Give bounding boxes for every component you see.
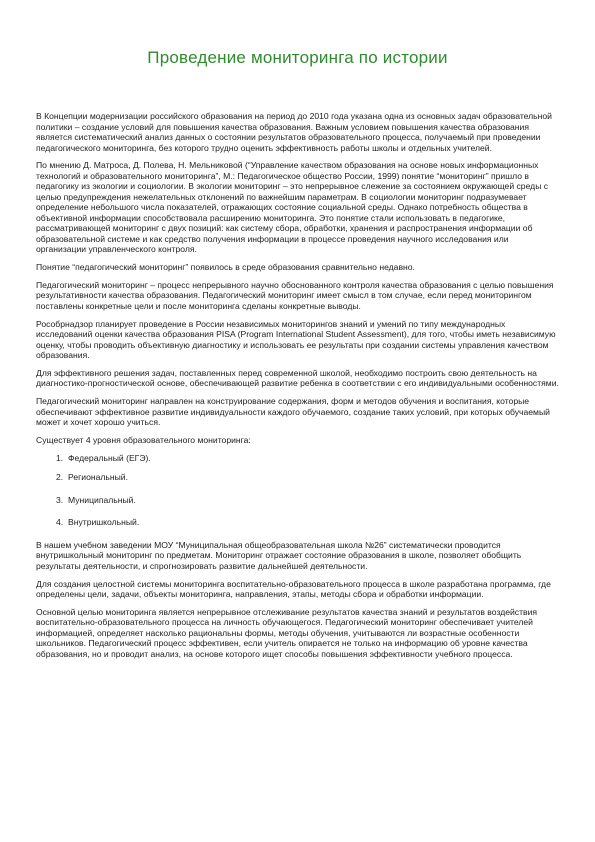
paragraph: Основной целью мониторинга является непрерывное отслеживание результатов качества знаний и результатов воздействия воспитательно-образовательного процесса на личность обучающегося. Педагогический мониторинг обеспечивает учителей информацией, определяет насколько рациональны формы, методы обучения, учитываются ли возрастные особенности школьников. Педагогический процесс эффективен, если учитель опирается не только на информацию об уровне качества образования, но и проводит анализ, на основе которого ищет способы повышения эффективности учебного процесса.	[36, 606, 538, 659]
list-item-text: Внутришкольный.	[68, 517, 140, 528]
document-body	[36, 111, 559, 667]
list-item-text: Региональный.	[68, 472, 128, 483]
page-title: Проведение мониторинга по истории	[147, 48, 448, 67]
list-item	[56, 517, 559, 528]
list-item-text: Муниципальный.	[68, 494, 136, 505]
paragraph: Понятие “педагогический мониторинг” появилось в среде образования сравнительно недавно.	[36, 262, 415, 273]
list-item	[56, 453, 559, 464]
paragraph: Педагогический мониторинг направлен на конструирование содержания, форм и методов обучения и воспитания, которые обеспечивают эффективное развитие индивидуальности каждого обучаемого, создание таких условий, при которых обучаемый может и хочет хорошо учиться.	[36, 396, 550, 428]
paragraph: В нашем учебном заведении МОУ “Муниципальная общеобразовательная школа №26” систематически проводится внутришкольный мониторинг по предметам. Мониторинг отражает состояние образования в школе, позволяет обобщить результаты деятельности, и спрогнозировать развитие дальнейшей деятельности.	[36, 539, 522, 571]
paragraph: Рособрнадзор планирует проведение в России независимых мониторингов знаний и умений по типу международных исследований оценки качества образования PISA (Program International Student Assessment), для того, чтобы иметь независимую оценку, чтобы проводить объективную диагностику и использовать ее результаты при создании системы управления качеством образования.	[36, 318, 556, 361]
list-intro: Существует 4 уровня образовательного мониторинга:	[36, 435, 251, 446]
list-item-text: Федеральный (ЕГЭ).	[68, 452, 151, 463]
list-item-number: 3.	[56, 494, 64, 505]
list-item-number: 1.	[56, 452, 64, 463]
paragraph: По мнению Д. Матроса, Д. Полева, Н. Мельниковой (“Управление качеством образования на основе новых информационных технологий и образовательного мониторинга”, М.: Педагогическое общество России, 1999) понятие “мониторинг” пришло в педагогику из экологии и социологии. В экологии мониторинг – это непрерывное слежение за состоянием окружающей среды с целью предупреждения нежелательных отклонений по важнейшим параметрам. В социологии мониторинг подразумевает определение небольшого числа показателей, отражающих состояние социальной среды. Однако потребность общества в объективной информации способствовала расширению мониторинга. Это понятие стали использовать в педагогике, рассматривающей мониторинг с двух позиций: как систему сбора, обработки, хранения и распространения информации об образовательной системе и как средство получения информации в процессе проведения научного исследования или организации управленческого контроля.	[36, 160, 549, 255]
paragraph: Для эффективного решения задач, поставленных перед современной школой, необходимо построить свою деятельность на диагностико-прогностической основе, обеспечивающей развитие ребенка в соответствии с его индивидуальными особенностями.	[36, 367, 559, 389]
paragraph: Педагогический мониторинг – процесс непрерывного научно обоснованного контроля качества образования с целью повышения результативности качества образования. Педагогический мониторинг имеет смысл в том случае, если перед мониторингом поставлены конкретные цели и после мониторинга сделаны конкретные выводы.	[36, 279, 554, 311]
list-item	[56, 472, 559, 483]
paragraph: Для создания целостной системы мониторинга воспитательно-образовательного процесса в школе разработана программа, где определены цели, задачи, объекты мониторинга, направления, этапы, методы сбора и обработки информации.	[36, 578, 551, 600]
list-item-number: 2.	[56, 472, 64, 483]
monitoring-levels-list	[36, 453, 559, 528]
list-item	[56, 495, 559, 506]
list-item-number: 4.	[56, 517, 64, 528]
paragraph: В Концепции модернизации российского образования на период до 2010 года указана одна из основных задач образовательной политики – создание условий для повышения качества образования. Важным условием повышения качества образования является систематический анализ данных о состоянии результатов образовательного процесса, получаемый при проведении педагогического мониторинга, без которого трудно оценить эффективность работы школы и отдельных учителей.	[36, 111, 552, 153]
